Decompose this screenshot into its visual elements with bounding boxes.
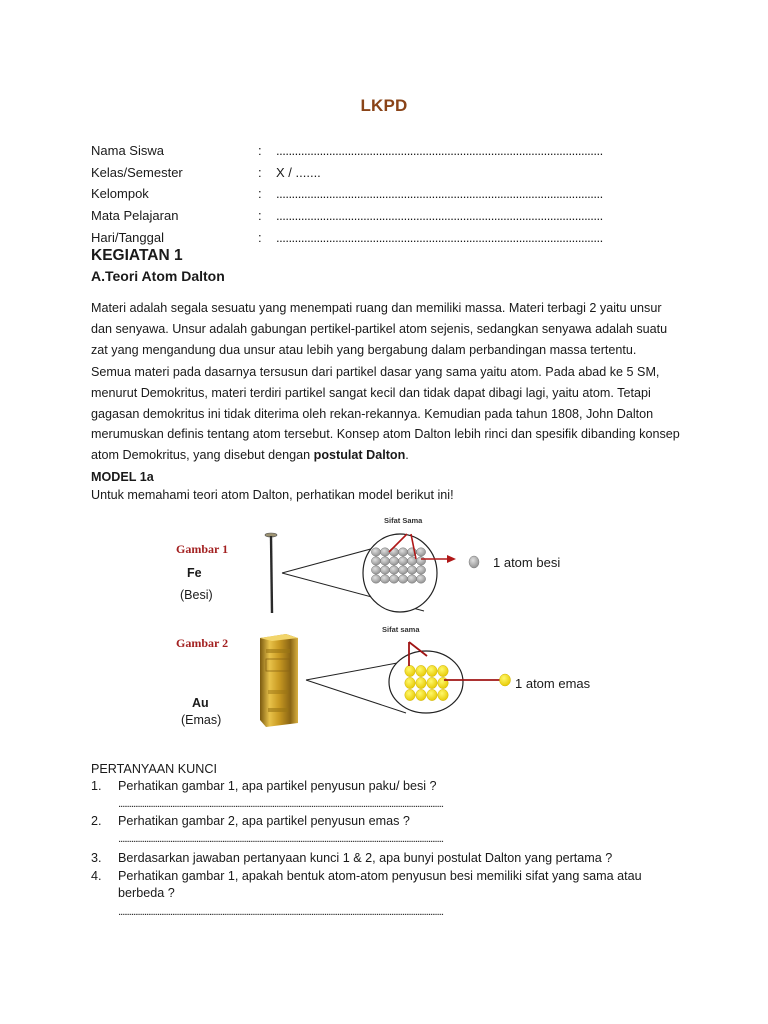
- gambar-2-symbol: Au: [192, 696, 209, 710]
- kelompok-field[interactable]: .........................................................................................................: [276, 186, 603, 202]
- paragraph-materi: Materi adalah segala sesuatu yang menempati ruang dan memiliki massa. Materi terbagi 2 yaitu unsur dan senyawa. Unsur adalah gabungan pertikel-partikel atom sejenis, sedangkan senyawa adalah suatu zat yang mengandung dua unsur atau lebih yang bergabung dalam perbandingan massa tertentu.: [91, 301, 668, 357]
- info-label: Kelompok: [91, 186, 149, 202]
- model-title: MODEL 1a: [91, 470, 154, 484]
- gambar-1-atom-label: 1 atom besi: [493, 555, 561, 570]
- answer-field-1[interactable]: ...............................................................................................................................................................................: [118, 798, 443, 810]
- key-questions-header: PERTANYAAN KUNCI: [91, 762, 217, 776]
- mata-pelajaran-field[interactable]: .........................................................................................................: [276, 208, 603, 224]
- subsection-heading: A.Teori Atom Dalton: [91, 268, 225, 284]
- section-heading: KEGIATAN 1: [91, 247, 183, 264]
- single-gold-atom-icon: [500, 674, 511, 686]
- key-questions-list: [91, 778, 661, 921]
- info-row-kelas-semester: [91, 163, 651, 185]
- question-text: Berdasarkan jawaban pertanyaan kunci 1 & 2, apa bunyi postulat Dalton yang pertama ?: [118, 851, 613, 865]
- single-iron-atom-icon: [469, 556, 479, 568]
- question-item: [91, 813, 661, 848]
- nail-icon: [265, 533, 277, 613]
- nama-siswa-field[interactable]: .........................................................................................................: [276, 143, 603, 158]
- info-colon: :: [258, 208, 262, 224]
- info-label: Nama Siswa: [91, 143, 164, 158]
- paragraph-text: Semua materi pada dasarnya tersusun dari partikel dasar yang sama yaitu atom. Pada abad ke 5 SM, menurut Demokritus, materi terdiri partikel sangat kecil dan tidak dapat dibagi lagi, yaitu atom. Tetapi gagasan demokritus ini tidak diterima oleh rekan-rekannya. Kemudian pada tahun 1808, John Dalton merumuskan definis tentang atom tersebut. Konsep atom Dalton lebih rinci dan spesifik dibanding konsep atom Demokritus, yang disebut dengan: [91, 365, 680, 463]
- question-text: Perhatikan gambar 1, apakah bentuk atom-atom penyusun besi memiliki sifat yang sama atau berbeda ?: [118, 869, 642, 900]
- gambar-1-label: Gambar 1: [176, 542, 229, 556]
- question-number: 2.: [91, 814, 102, 828]
- paragraph-end: .: [405, 448, 409, 463]
- gambar-2-label: Gambar 2: [176, 636, 229, 650]
- info-label: Kelas/Semester: [91, 164, 183, 180]
- gambar-1-symbol: Fe: [187, 566, 202, 580]
- gambar-2-atom-label: 1 atom emas: [515, 676, 591, 691]
- dalton-model-figure: [160, 510, 600, 740]
- question-number: 3.: [91, 851, 102, 865]
- question-item: [91, 868, 661, 921]
- info-row-mata-pelajaran: [91, 206, 651, 228]
- document-title: LKPD: [360, 96, 408, 115]
- gambar-2-name: (Emas): [181, 713, 222, 727]
- info-colon: :: [258, 229, 262, 245]
- paragraph-atom-history: [91, 362, 681, 466]
- answer-field-2[interactable]: ...............................................................................................................................................................................: [118, 833, 443, 845]
- model-description: Untuk memahami teori atom Dalton, perhatikan model berikut ini!: [91, 488, 454, 502]
- hari-tanggal-field[interactable]: .........................................................................................................: [276, 229, 603, 245]
- question-item: [91, 778, 661, 813]
- info-label: Mata Pelajaran: [91, 208, 179, 224]
- question-text: Perhatikan gambar 2, apa partikel penyusun emas ?: [118, 814, 410, 828]
- info-label: Hari/Tanggal: [91, 229, 164, 245]
- question-text: Perhatikan gambar 1, apa partikel penyusun paku/ besi ?: [118, 779, 437, 793]
- info-row-kelompok: [91, 184, 651, 206]
- question-item: [91, 850, 661, 867]
- figure-graphics: [160, 510, 600, 740]
- info-colon: :: [258, 164, 262, 180]
- kelas-semester-field[interactable]: X / .......: [276, 164, 321, 180]
- gambar-1-property-label: Sifat Sama: [384, 516, 423, 525]
- postulat-dalton-term: postulat Dalton: [313, 448, 406, 463]
- info-colon: :: [258, 186, 262, 202]
- gold-bar-icon: [260, 634, 298, 727]
- student-info-block: [91, 141, 651, 249]
- info-row-nama-siswa: [91, 141, 651, 163]
- question-number: 4.: [91, 869, 102, 883]
- info-colon: :: [258, 143, 262, 158]
- gambar-2-property-label: Sifat sama: [382, 625, 420, 634]
- answer-field-4[interactable]: ...............................................................................................................................................................................: [118, 906, 443, 918]
- question-number: 1.: [91, 779, 102, 793]
- gambar-1-name: (Besi): [180, 588, 213, 602]
